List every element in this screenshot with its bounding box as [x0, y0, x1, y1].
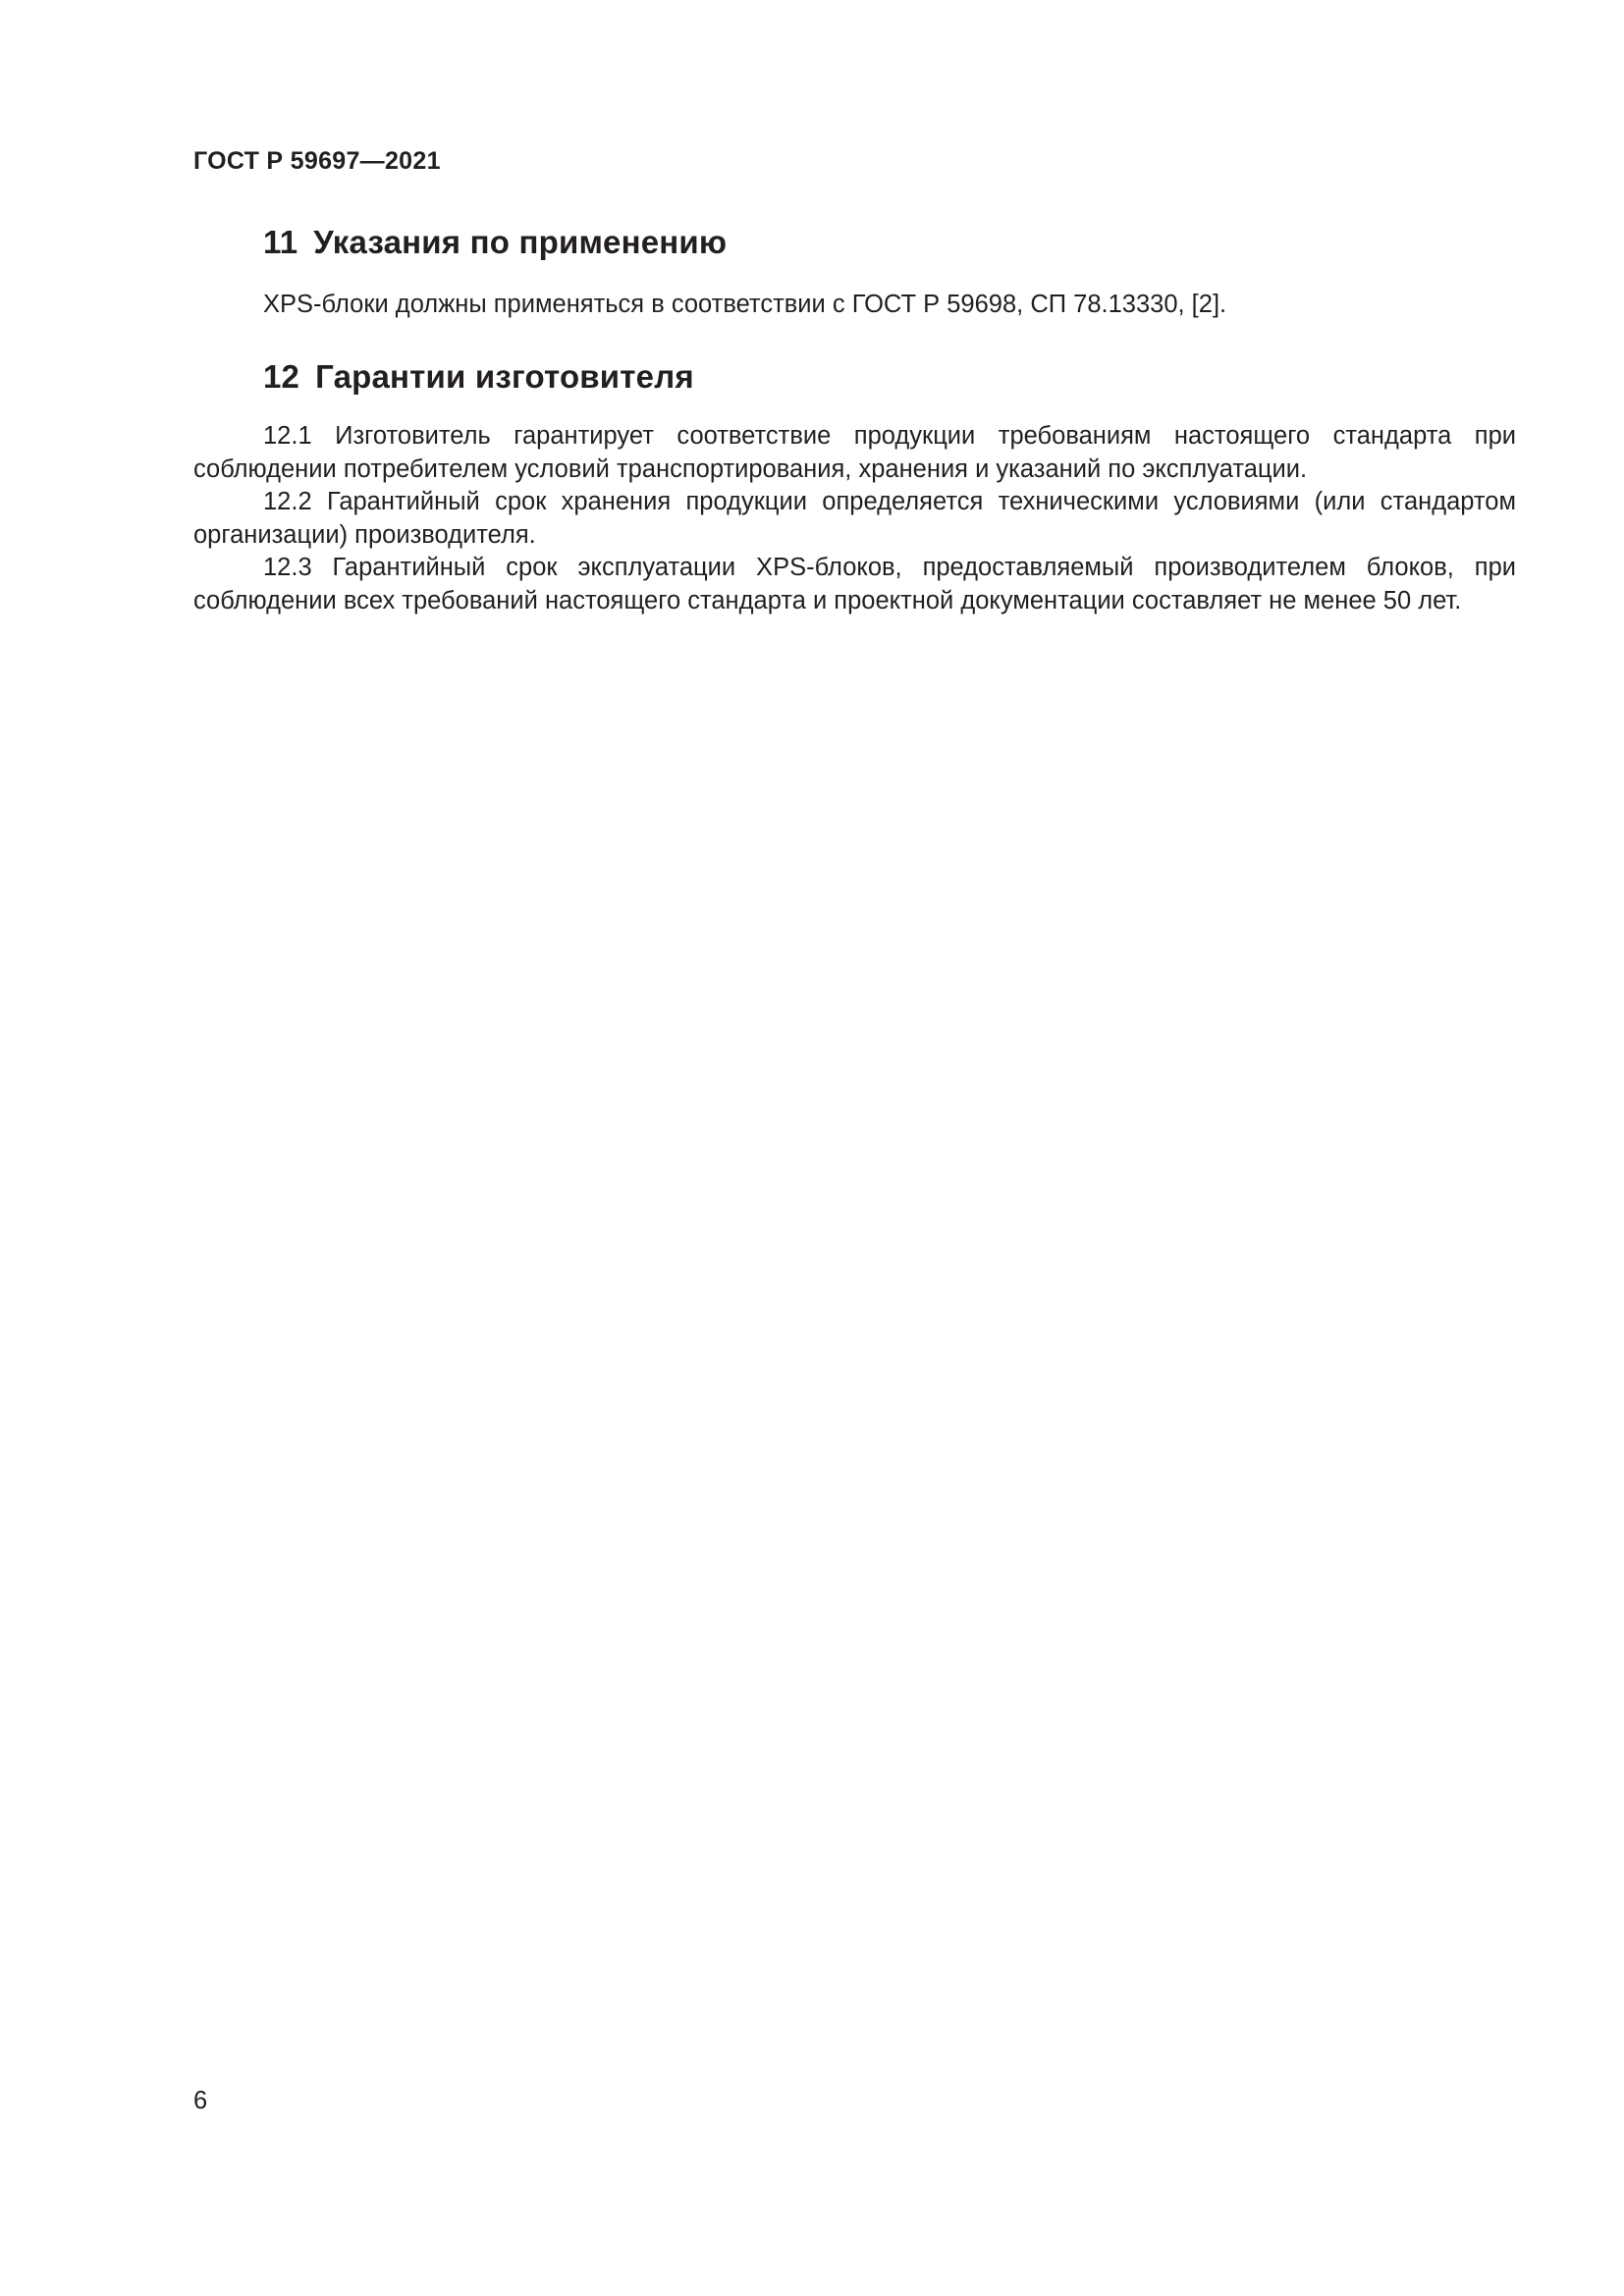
section-12-heading [263, 358, 694, 396]
section-11-heading [263, 224, 727, 261]
section-11-text: XPS-блоки должны применяться в соответствии с ГОСТ Р 59698, СП 78.13330, [2]. [263, 291, 1227, 318]
section-11-title: Указания по применению [313, 224, 728, 260]
page-number: 6 [193, 2087, 208, 2114]
section-12-clauses [193, 420, 1516, 617]
clause-12-1: 12.1 Изготовитель гарантирует соответствие продукции требованиям настоящего стандарта при соблюдении потребителем условий транспортирования, хранения и указаний по эксплуатации. [193, 422, 1516, 483]
clause-12-3: 12.3 Гарантийный срок эксплуатации XPS-блоков, предоставляемый производителем блоков, при соблюдении всех требований настоящего стандарта и проектной документации составляет не менее 50 лет. [193, 554, 1516, 614]
clause-12-2: 12.2 Гарантийный срок хранения продукции определяется техническими условиями (или стандартом организации) производителя. [193, 488, 1516, 549]
section-12-title: Гарантии изготовителя [315, 358, 694, 395]
page-header: ГОСТ Р 59697—2021 [193, 147, 441, 175]
section-12-number: 12 [263, 358, 300, 395]
section-11-number: 11 [263, 224, 298, 260]
